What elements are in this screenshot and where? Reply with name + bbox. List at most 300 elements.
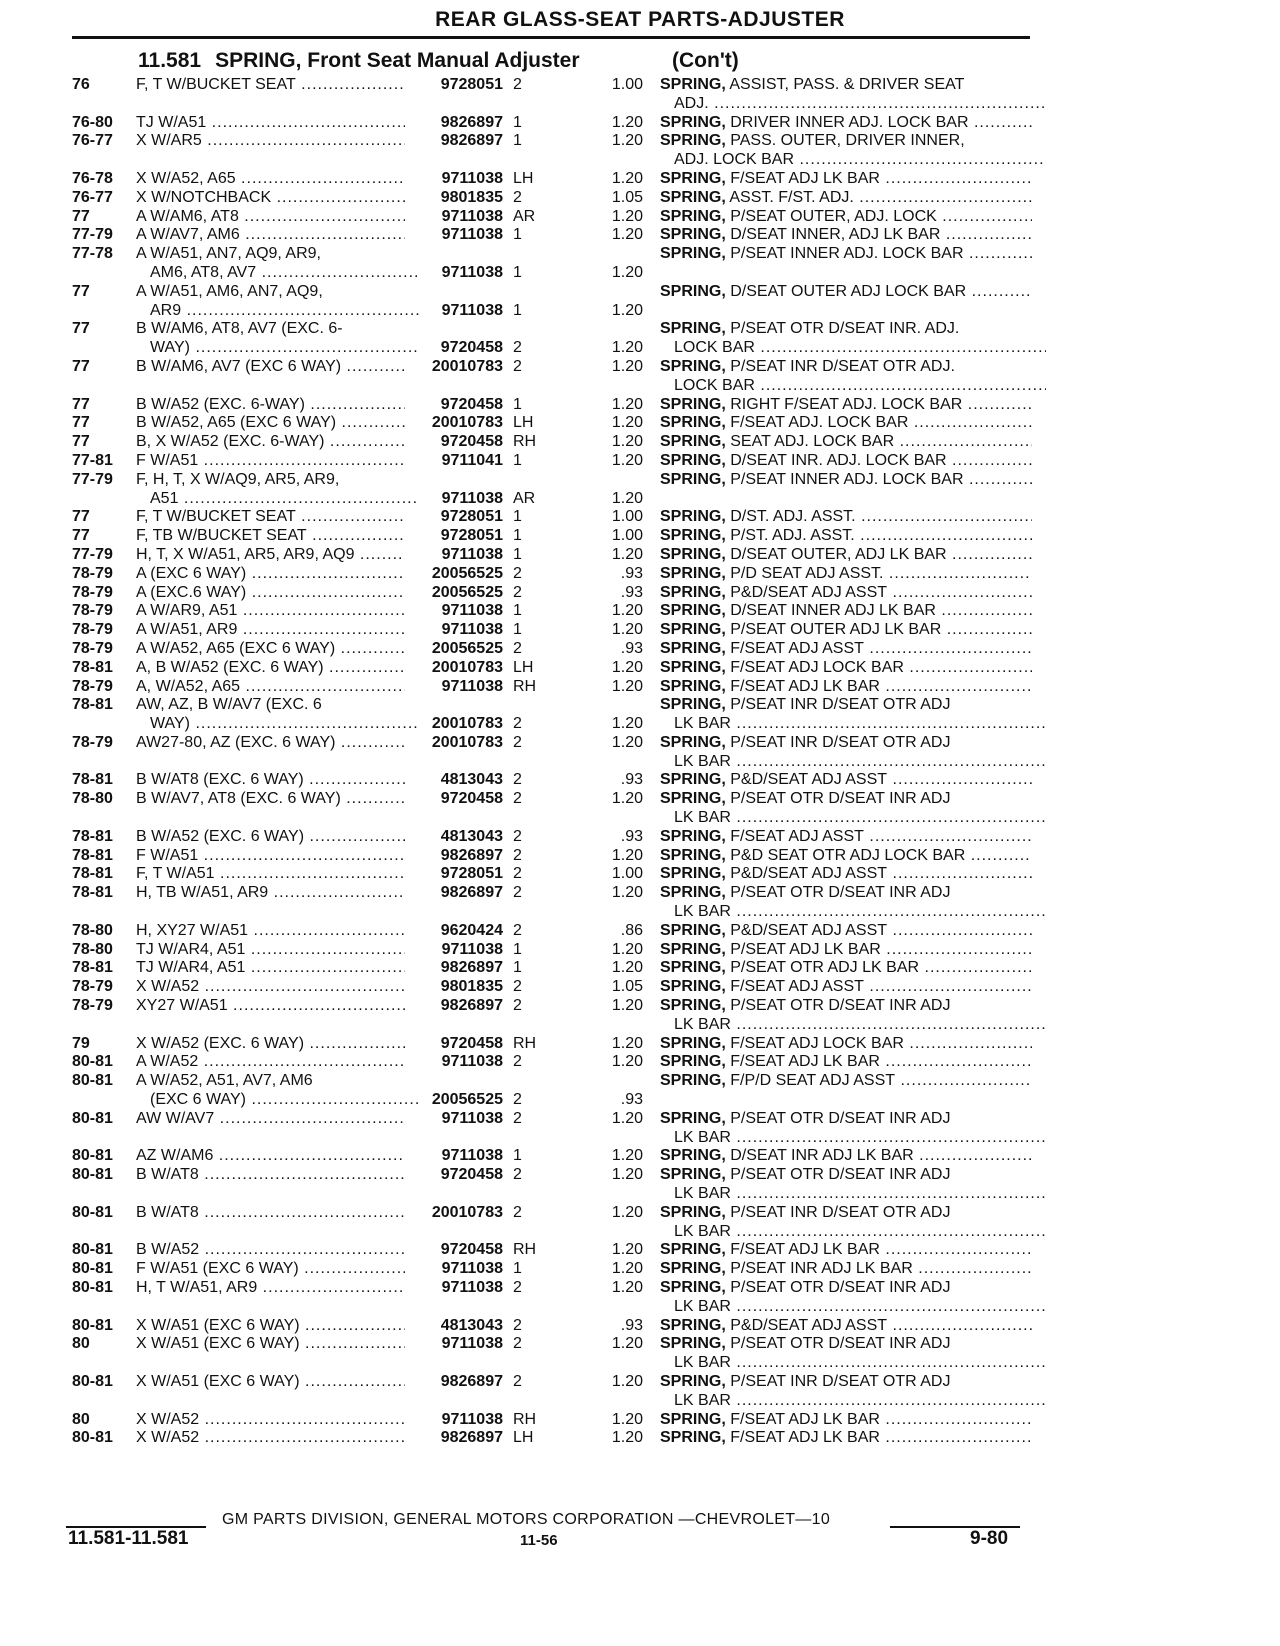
price: 1.00 <box>611 865 643 883</box>
part-keyword: SPRING, <box>660 865 726 883</box>
row-line <box>0 941 1280 960</box>
table-row <box>0 471 1280 509</box>
part-number: 9720458 <box>440 1034 503 1052</box>
table-row <box>0 76 1280 114</box>
row-line <box>0 1411 1280 1430</box>
table-row <box>0 1411 1280 1430</box>
row-line <box>0 1279 1280 1298</box>
row-line <box>0 1147 1280 1166</box>
part-description <box>660 1016 1046 1035</box>
row-line <box>0 659 1280 678</box>
part-number: 9826897 <box>440 1429 503 1447</box>
price: .86 <box>620 921 643 939</box>
year-range: 78-81 <box>72 658 113 676</box>
model-description <box>136 264 419 283</box>
table-row <box>0 1429 1280 1448</box>
row-line <box>0 1072 1280 1091</box>
part-keyword: SPRING, <box>660 414 726 432</box>
part-description <box>660 1317 1032 1336</box>
part-description <box>660 358 1032 377</box>
row-line <box>0 1053 1280 1072</box>
year-range: 80-81 <box>72 1429 113 1447</box>
part-number: 9826897 <box>440 113 503 131</box>
part-description-text: LK BAR <box>674 1354 731 1372</box>
model-description-text: A W/A51, AN7, AQ9, AR9, <box>136 245 321 263</box>
part-description-text: LOCK BAR <box>674 376 755 394</box>
price: 1.20 <box>611 621 643 639</box>
part-description <box>660 1129 1046 1148</box>
part-description-text: P/SEAT OTR D/SEAT INR. ADJ. <box>725 320 960 338</box>
year-range: 78-81 <box>72 884 113 902</box>
part-number: 9711038 <box>441 489 503 507</box>
year-range: 78-81 <box>72 771 113 789</box>
part-number: 4813043 <box>440 771 503 789</box>
part-description-text: F/SEAT ADJ LK BAR <box>725 1429 880 1447</box>
year-range: 76-80 <box>72 113 113 131</box>
part-description <box>660 1053 1032 1072</box>
part-description <box>660 1110 1032 1129</box>
part-number: 9711038 <box>441 940 503 958</box>
model-description-text: F W/A51 (EXC 6 WAY) <box>136 1260 299 1278</box>
part-description-text: ASSIST, PASS. & DRIVER SEAT <box>725 76 965 93</box>
part-description-text: P&D/SEAT ADJ ASST <box>725 865 888 883</box>
quantity: 2 <box>513 1372 522 1390</box>
table-row <box>0 1260 1280 1279</box>
part-description <box>660 696 1032 715</box>
quantity: 1 <box>513 1260 522 1278</box>
price: 1.20 <box>611 357 643 375</box>
part-description-text: D/SEAT INR ADJ LK BAR <box>725 1147 914 1165</box>
price: 1.20 <box>611 658 643 676</box>
part-description <box>660 433 1032 452</box>
part-description-text: P/SEAT INNER ADJ. LOCK BAR <box>725 245 964 263</box>
part-keyword: SPRING, <box>660 884 726 902</box>
row-line <box>0 1335 1280 1354</box>
part-description <box>660 283 1032 302</box>
model-description <box>136 1429 405 1448</box>
part-description-text: P&D/SEAT ADJ ASST <box>725 583 888 601</box>
part-keyword: SPRING, <box>660 433 726 451</box>
price: 1.20 <box>611 1429 643 1447</box>
table-row <box>0 546 1280 565</box>
part-number: 9711038 <box>441 263 503 281</box>
part-number: 9711041 <box>441 451 503 469</box>
model-description <box>136 884 405 903</box>
part-description <box>660 151 1046 170</box>
model-description-text: A W/AR9, A51 <box>136 602 238 620</box>
year-range: 78-79 <box>72 978 113 996</box>
part-description-text: P/SEAT OTR D/SEAT INR ADJ <box>725 1335 951 1353</box>
part-keyword: SPRING, <box>660 846 726 864</box>
model-description-text: AW, AZ, B W/AV7 (EXC. 6 <box>136 696 322 714</box>
row-line <box>0 471 1280 490</box>
part-description-text: P&D SEAT OTR ADJ LOCK BAR <box>725 846 966 864</box>
model-description-text: F W/A51 <box>136 451 199 469</box>
part-keyword: SPRING, <box>660 696 726 714</box>
year-range: 78-81 <box>72 846 113 864</box>
part-description-text: LK BAR <box>674 715 731 733</box>
model-description <box>136 170 405 189</box>
part-description-text: P/SEAT OTR ADJ LK BAR <box>725 959 920 977</box>
table-row <box>0 847 1280 866</box>
price: 1.20 <box>611 1279 643 1296</box>
quantity: 2 <box>513 1053 522 1071</box>
part-keyword: SPRING, <box>660 320 726 338</box>
model-description-text: F, TB W/BUCKET SEAT <box>136 527 307 545</box>
part-number: 20010783 <box>431 1203 503 1221</box>
price: 1.20 <box>611 940 643 958</box>
part-description-text: D/ST. ADJ. ASST. <box>725 508 856 526</box>
year-range: 80-81 <box>72 1109 113 1127</box>
model-description-text: TJ W/A51 <box>136 113 207 131</box>
quantity: 1 <box>513 527 522 545</box>
year-range: 80-81 <box>72 1260 113 1278</box>
model-description-text: X W/A52 (EXC. 6 WAY) <box>136 1034 305 1052</box>
quantity: 2 <box>513 997 522 1015</box>
table-row <box>0 433 1280 452</box>
part-description-text: F/SEAT ADJ ASST <box>725 827 864 845</box>
quantity: RH <box>513 1241 537 1259</box>
year-range: 77 <box>72 320 90 338</box>
part-description-text: LK BAR <box>674 1015 731 1033</box>
model-description <box>136 1373 405 1392</box>
table-row <box>0 659 1280 678</box>
year-range: 78-81 <box>72 959 113 977</box>
row-line <box>0 245 1280 264</box>
part-description-text: P/SEAT INR D/SEAT OTR ADJ <box>725 733 951 751</box>
row-line <box>0 884 1280 903</box>
model-description <box>136 396 405 415</box>
price: 1.05 <box>611 978 643 996</box>
quantity: RH <box>513 1410 537 1428</box>
footer-date: 9-80 <box>970 1528 1009 1549</box>
row-line <box>0 490 1280 509</box>
part-description-text: P/SEAT INNER ADJ. LOCK BAR <box>725 470 964 488</box>
quantity: 1 <box>513 602 522 620</box>
row-line <box>0 508 1280 527</box>
part-keyword: SPRING, <box>660 621 726 639</box>
table-row <box>0 602 1280 621</box>
model-description <box>136 471 405 490</box>
part-number: 9728051 <box>440 527 503 545</box>
part-description-text: P/SEAT OUTER ADJ LK BAR <box>725 621 942 639</box>
table-row <box>0 1072 1280 1110</box>
part-description <box>660 1241 1032 1260</box>
part-description <box>660 978 1032 997</box>
year-range: 76-78 <box>72 169 113 187</box>
row-line <box>0 584 1280 603</box>
model-description <box>136 659 405 678</box>
price: 1.20 <box>611 1109 643 1127</box>
model-description-text: H, XY27 W/A51 <box>136 921 249 939</box>
model-description-text: AW W/AV7 <box>136 1109 215 1127</box>
quantity: 1 <box>513 959 522 977</box>
part-description <box>660 208 1032 227</box>
model-description-text: H, TB W/A51, AR9 <box>136 884 269 902</box>
part-description-text: P/SEAT INR ADJ LK BAR <box>725 1260 913 1278</box>
model-description-text: AZ W/AM6 <box>136 1147 214 1165</box>
year-range: 78-80 <box>72 921 113 939</box>
price: 1.20 <box>611 395 643 413</box>
part-description <box>660 659 1032 678</box>
table-row <box>0 884 1280 922</box>
part-number: 9711038 <box>441 1053 503 1071</box>
part-number: 9711038 <box>441 169 503 187</box>
year-range: 77-79 <box>72 470 113 488</box>
table-row <box>0 828 1280 847</box>
part-description <box>660 1373 1032 1392</box>
part-description <box>660 828 1032 847</box>
table-row <box>0 565 1280 584</box>
year-range: 77-79 <box>72 226 113 244</box>
model-description-text: B W/A52 (EXC. 6-WAY) <box>136 395 305 413</box>
part-keyword: SPRING, <box>660 169 726 187</box>
part-description-text: ADJ. <box>674 94 709 112</box>
part-description-text: F/SEAT ADJ LK BAR <box>725 1241 880 1259</box>
row-line <box>0 1129 1280 1148</box>
part-number: 9801835 <box>440 978 503 996</box>
table-row <box>0 132 1280 170</box>
quantity: 2 <box>513 771 522 789</box>
model-description <box>136 1053 405 1072</box>
table-row <box>0 1335 1280 1373</box>
row-line <box>0 1392 1280 1411</box>
year-range: 78-79 <box>72 677 113 695</box>
row-line <box>0 809 1280 828</box>
model-description <box>136 941 405 960</box>
quantity: RH <box>513 1034 537 1052</box>
part-number: 9826897 <box>440 1372 503 1390</box>
parts-table <box>0 76 1280 1448</box>
model-description <box>136 1204 405 1223</box>
row-line <box>0 621 1280 640</box>
part-description <box>660 471 1032 490</box>
row-line <box>0 208 1280 227</box>
row-line <box>0 978 1280 997</box>
price: 1.20 <box>611 207 643 225</box>
part-description <box>660 1185 1046 1204</box>
part-description <box>660 1072 1032 1091</box>
part-keyword: SPRING, <box>660 1316 726 1334</box>
quantity: AR <box>513 489 536 507</box>
part-keyword: SPRING, <box>660 658 726 676</box>
model-description <box>136 715 419 734</box>
part-description-text: P/SEAT OUTER, ADJ. LOCK <box>725 207 937 225</box>
year-range: 80 <box>72 1410 90 1428</box>
quantity: 2 <box>513 921 522 939</box>
part-description-text: P&D/SEAT ADJ ASST <box>725 771 888 789</box>
table-row <box>0 1035 1280 1054</box>
row-line <box>0 283 1280 302</box>
price: 1.20 <box>611 226 643 244</box>
part-number: 9711038 <box>441 207 503 225</box>
part-keyword: SPRING, <box>660 940 726 958</box>
part-number: 20010783 <box>431 414 503 432</box>
part-description-text: LK BAR <box>674 1222 731 1240</box>
model-description-text: A (EXC.6 WAY) <box>136 583 247 601</box>
part-number: 9801835 <box>440 188 503 206</box>
year-range: 77 <box>72 433 90 451</box>
part-description <box>660 997 1032 1016</box>
row-line <box>0 1373 1280 1392</box>
part-description <box>660 584 1032 603</box>
part-keyword: SPRING, <box>660 639 726 657</box>
part-description-text: P/SEAT INR D/SEAT OTR ADJ <box>725 1372 951 1390</box>
part-keyword: SPRING, <box>660 602 726 620</box>
price: 1.20 <box>611 451 643 469</box>
part-description-text: LK BAR <box>674 1128 731 1146</box>
year-range: 78-81 <box>72 827 113 845</box>
section-continued: (Con't) <box>672 49 739 72</box>
year-range: 80-81 <box>72 1372 113 1390</box>
table-row <box>0 1241 1280 1260</box>
part-keyword: SPRING, <box>660 1241 726 1259</box>
part-description-text: P/SEAT OTR D/SEAT INR ADJ <box>725 1166 951 1184</box>
part-keyword: SPRING, <box>660 771 726 789</box>
part-description-text: LK BAR <box>674 1391 731 1409</box>
model-description <box>136 508 405 527</box>
part-description <box>660 1429 1032 1448</box>
row-line <box>0 1298 1280 1317</box>
quantity: 2 <box>513 790 522 808</box>
model-description <box>136 1411 405 1430</box>
year-range: 77 <box>72 414 90 432</box>
model-description <box>136 847 405 866</box>
part-description <box>660 715 1046 734</box>
part-keyword: SPRING, <box>660 508 726 526</box>
part-description-text: LK BAR <box>674 903 731 921</box>
price: 1.20 <box>611 790 643 808</box>
part-description <box>660 339 1046 358</box>
table-row <box>0 1373 1280 1411</box>
quantity: 2 <box>513 1109 522 1127</box>
part-keyword: SPRING, <box>660 132 726 150</box>
model-description-text: AR9 <box>150 301 182 319</box>
model-description <box>136 1260 405 1279</box>
table-row <box>0 226 1280 245</box>
quantity: LH <box>513 414 534 432</box>
row-line <box>0 76 1280 95</box>
part-number: 20010783 <box>431 357 503 375</box>
model-description <box>136 584 405 603</box>
part-keyword: SPRING, <box>660 1372 726 1390</box>
model-description <box>136 978 405 997</box>
price: .93 <box>620 639 643 657</box>
year-range: 78-79 <box>72 621 113 639</box>
price: 1.20 <box>611 132 643 150</box>
part-keyword: SPRING, <box>660 1072 726 1090</box>
model-description-text: F, H, T, X W/AQ9, AR5, AR9, <box>136 470 340 488</box>
quantity: 1 <box>513 508 522 526</box>
part-description <box>660 170 1032 189</box>
part-description-text: F/SEAT ADJ LK BAR <box>725 1053 880 1071</box>
model-description-text: A51 <box>150 489 179 507</box>
row-line <box>0 527 1280 546</box>
part-number: 9728051 <box>440 865 503 883</box>
table-row <box>0 527 1280 546</box>
model-description <box>136 865 405 884</box>
row-line <box>0 1223 1280 1242</box>
row-line <box>0 1241 1280 1260</box>
part-keyword: SPRING, <box>660 583 726 601</box>
part-number: 9711038 <box>441 1260 503 1278</box>
model-description <box>136 922 405 941</box>
row-line <box>0 715 1280 734</box>
quantity: LH <box>513 658 534 676</box>
part-description <box>660 1354 1046 1373</box>
part-description <box>660 1335 1032 1354</box>
model-description <box>136 1091 419 1110</box>
year-range: 80-81 <box>72 1203 113 1221</box>
table-row <box>0 208 1280 227</box>
part-number: 4813043 <box>440 827 503 845</box>
model-description-text: X W/A52 <box>136 1429 200 1447</box>
year-range: 78-79 <box>72 602 113 620</box>
price: 1.20 <box>611 1260 643 1278</box>
part-keyword: SPRING, <box>660 677 726 695</box>
table-row <box>0 734 1280 772</box>
model-description-text: B W/AM6, AV7 (EXC 6 WAY) <box>136 357 342 375</box>
model-description <box>136 1279 405 1298</box>
row-line <box>0 1354 1280 1373</box>
year-range: 78-81 <box>72 696 113 714</box>
part-description <box>660 245 1032 264</box>
model-description <box>136 602 405 621</box>
table-row <box>0 1110 1280 1148</box>
part-keyword: SPRING, <box>660 76 726 93</box>
part-description <box>660 132 1032 151</box>
row-line <box>0 114 1280 133</box>
part-number: 9620424 <box>440 921 503 939</box>
price: 1.20 <box>611 997 643 1015</box>
part-description <box>660 621 1032 640</box>
quantity: 2 <box>513 1091 522 1109</box>
part-description <box>660 1147 1032 1166</box>
model-description-text: X W/NOTCHBACK <box>136 188 272 206</box>
part-keyword: SPRING, <box>660 1034 726 1052</box>
part-number: 9711038 <box>441 1109 503 1127</box>
year-range: 80-81 <box>72 1241 113 1259</box>
model-description <box>136 320 405 339</box>
part-description <box>660 640 1032 659</box>
model-description-text: F, T W/BUCKET SEAT <box>136 76 296 93</box>
price: 1.20 <box>611 846 643 864</box>
part-description-text: F/SEAT ADJ. LOCK BAR <box>725 414 909 432</box>
row-line <box>0 602 1280 621</box>
table-row <box>0 959 1280 978</box>
model-description <box>136 1072 405 1091</box>
year-range: 77-78 <box>72 245 113 263</box>
part-number: 9711038 <box>441 602 503 620</box>
model-description <box>136 226 405 245</box>
part-description-text: P/SEAT OTR D/SEAT INR ADJ <box>725 1109 951 1127</box>
part-description <box>660 790 1032 809</box>
part-description-text: P&D/SEAT ADJ ASST <box>725 921 888 939</box>
footer-division: GM PARTS DIVISION, GENERAL MOTORS CORPORATION —CHEVROLET—10 <box>222 1511 831 1528</box>
part-number: 9728051 <box>440 76 503 93</box>
model-description-text: A W/AV7, AM6 <box>136 226 240 244</box>
section-heading <box>138 49 739 73</box>
part-description <box>660 1279 1032 1298</box>
price: 1.20 <box>611 433 643 451</box>
row-line <box>0 170 1280 189</box>
price: 1.20 <box>611 545 643 563</box>
price: .93 <box>620 1316 643 1334</box>
table-row <box>0 941 1280 960</box>
year-range: 78-80 <box>72 790 113 808</box>
price: 1.20 <box>611 1147 643 1165</box>
part-description <box>660 884 1032 903</box>
